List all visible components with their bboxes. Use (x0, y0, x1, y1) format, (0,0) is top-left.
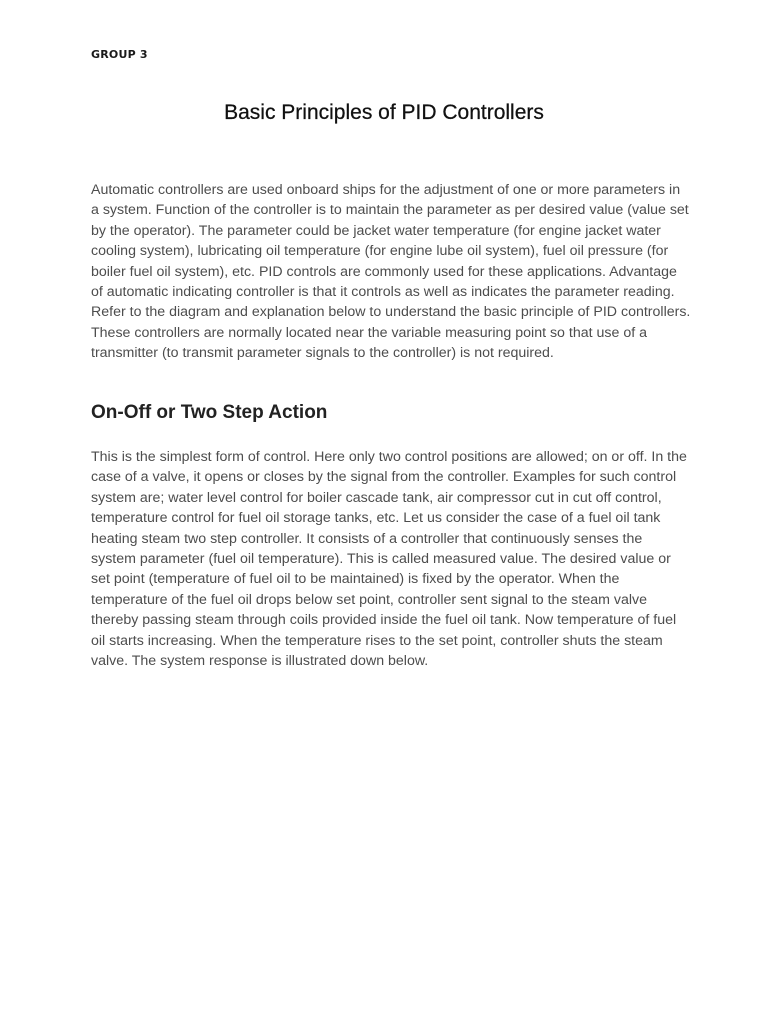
page-title: Basic Principles of PID Controllers (224, 101, 544, 124)
intro-paragraph: Automatic controllers are used onboard ships for the adjustment of one or more parameters in a system. Function of the controller is to maintain the parameter as per desired value (value set by the operator). The parameter could be jacket water temperature (for engine jacket water cooling system), lubricating oil temperature (for engine lube oil system), fuel oil pressure (for boiler fuel oil system), etc. PID controls are commonly used for these applications. Advantage of automatic indicating controller is that it controls as well as indicates the parameter reading. Refer to the diagram and explanation below to understand the basic principle of PID controllers. These controllers are normally located near the variable measuring point so that use of a transmitter (to transmit parameter signals to the controller) is not required. (91, 182, 691, 362)
group-label: GROUP 3 (91, 48, 148, 61)
section-heading: On-Off or Two Step Action (91, 402, 328, 423)
section-paragraph: This is the simplest form of control. Here only two control positions are allowed; on or off. In the case of a valve, it opens or closes by the signal from the controller. Examples for such control system are; water level control for boiler cascade tank, air compressor cut in cut off control, temperature control for fuel oil storage tanks, etc. Let us consider the case of a fuel oil tank heating steam two step controller. It consists of a controller that continuously senses the system parameter (fuel oil temperature). This is called measured value. The desired value or set point (temperature of fuel oil to be maintained) is fixed by the operator. When the temperature of the fuel oil drops below set point, controller sent signal to the steam valve thereby passing steam through coils provided inside the fuel oil tank. Now temperature of fuel oil starts increasing. When the temperature rises to the set point, controller shuts the steam valve. The system response is illustrated down below. (91, 449, 687, 670)
